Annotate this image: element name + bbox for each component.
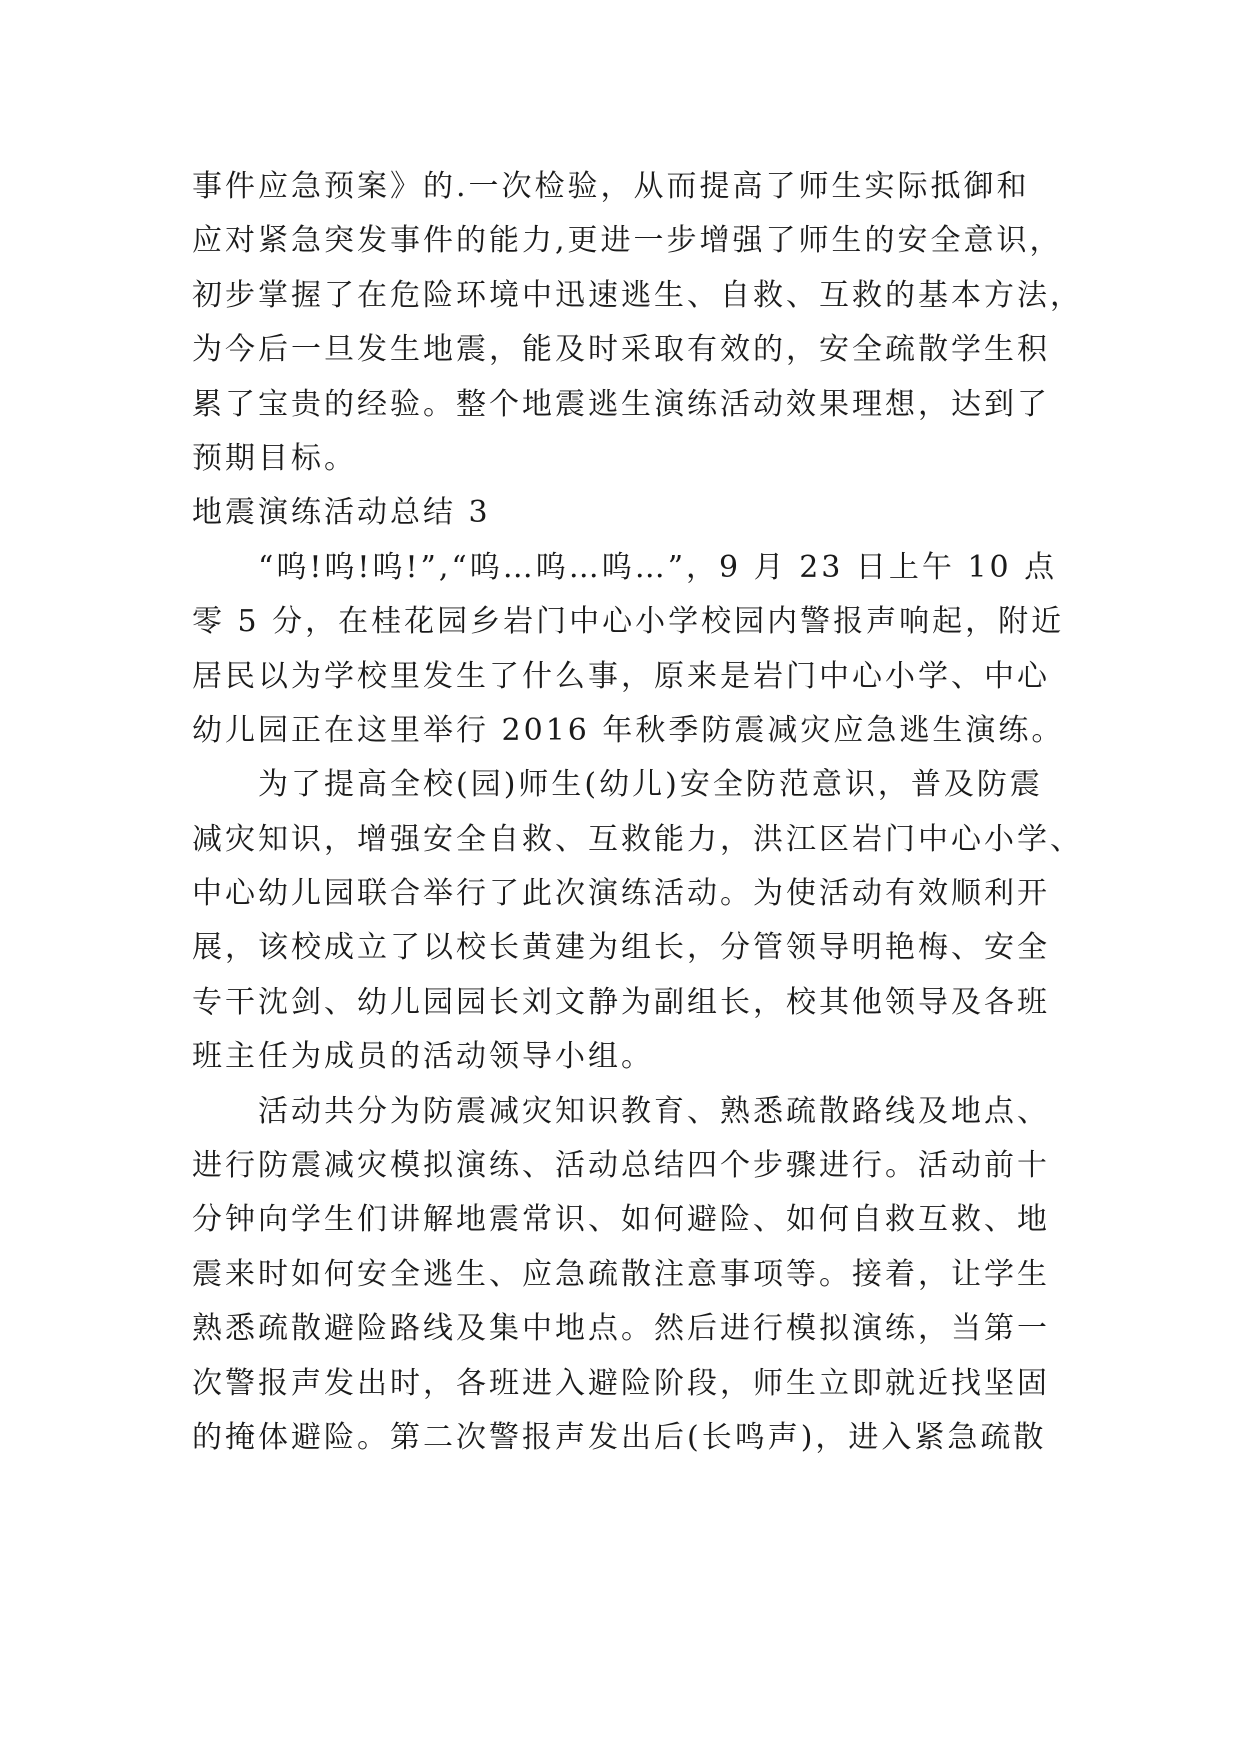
text-line: 零 5 分，在桂花园乡岩门中心小学校园内警报声响起，附近 (192, 604, 1065, 640)
text-line: 累了宝贵的经验。整个地震逃生演练活动效果理想，达到了 (192, 386, 1050, 422)
text-line: 预期目标。 (192, 440, 357, 476)
text-line: 专干沈剑、幼儿园园长刘文静为副组长，校其他领导及各班 (192, 984, 1050, 1020)
text-line: 中心幼儿园联合举行了此次演练活动。为使活动有效顺利开 (192, 876, 1050, 912)
paragraph-3 (192, 758, 1083, 1084)
text-line: 幼儿园正在这里举行 2016 年秋季防震减灾应急逃生演练。 (192, 712, 1065, 748)
text-line: 震来时如何安全逃生、应急疏散注意事项等。接着，让学生 (192, 1256, 1050, 1292)
text-line: 熟悉疏散避险路线及集中地点。然后进行模拟演练，当第一 (192, 1311, 1050, 1347)
text-line: 班主任为成员的活动领导小组。 (192, 1039, 654, 1075)
section-heading: 地震演练活动总结 3 (192, 495, 491, 531)
text-line: 居民以为学校里发生了什么事，原来是岩门中心小学、中心 (192, 658, 1050, 694)
text-line: 事件应急预案》的.一次检验，从而提高了师生实际抵御和 (192, 169, 1030, 204)
text-line: “呜!呜!呜!”,“呜…呜…呜…”，9 月 23 日上午 10 点 (258, 549, 1058, 585)
paragraph-1 (192, 160, 1083, 486)
text-line: 展，该校成立了以校长黄建为组长，分管领导明艳梅、安全 (192, 930, 1050, 966)
text-line: 为了提高全校(园)师生(幼儿)安全防范意识，普及防震 (258, 767, 1043, 803)
text-line: 为今后一旦发生地震，能及时采取有效的，安全疏散学生积 (192, 332, 1050, 368)
text-line: 减灾知识，增强安全自救、互救能力，洪江区岩门中心小学、 (192, 821, 1083, 857)
text-line: 的掩体避险。第二次警报声发出后(长鸣声)，进入紧急疏散 (192, 1419, 1047, 1455)
text-line: 进行防震减灾模拟演练、活动总结四个步骤进行。活动前十 (192, 1148, 1050, 1184)
paragraph-4 (192, 1085, 1072, 1466)
text-line: 次警报声发出时，各班进入避险阶段，师生立即就近找坚固 (192, 1365, 1050, 1401)
text-line: 活动共分为防震减灾知识教育、熟悉疏散路线及地点、 (258, 1093, 1050, 1129)
text-line: 应对紧急突发事件的能力,更进一步增强了师生的安全意识， (192, 223, 1063, 259)
text-line: 分钟向学生们讲解地震常识、如何避险、如何自救互救、地 (192, 1202, 1050, 1238)
document-body (192, 160, 1083, 1465)
paragraph-2 (192, 541, 1072, 759)
text-line: 初步掌握了在危险环境中迅速逃生、自救、互救的基本方法， (192, 277, 1083, 313)
